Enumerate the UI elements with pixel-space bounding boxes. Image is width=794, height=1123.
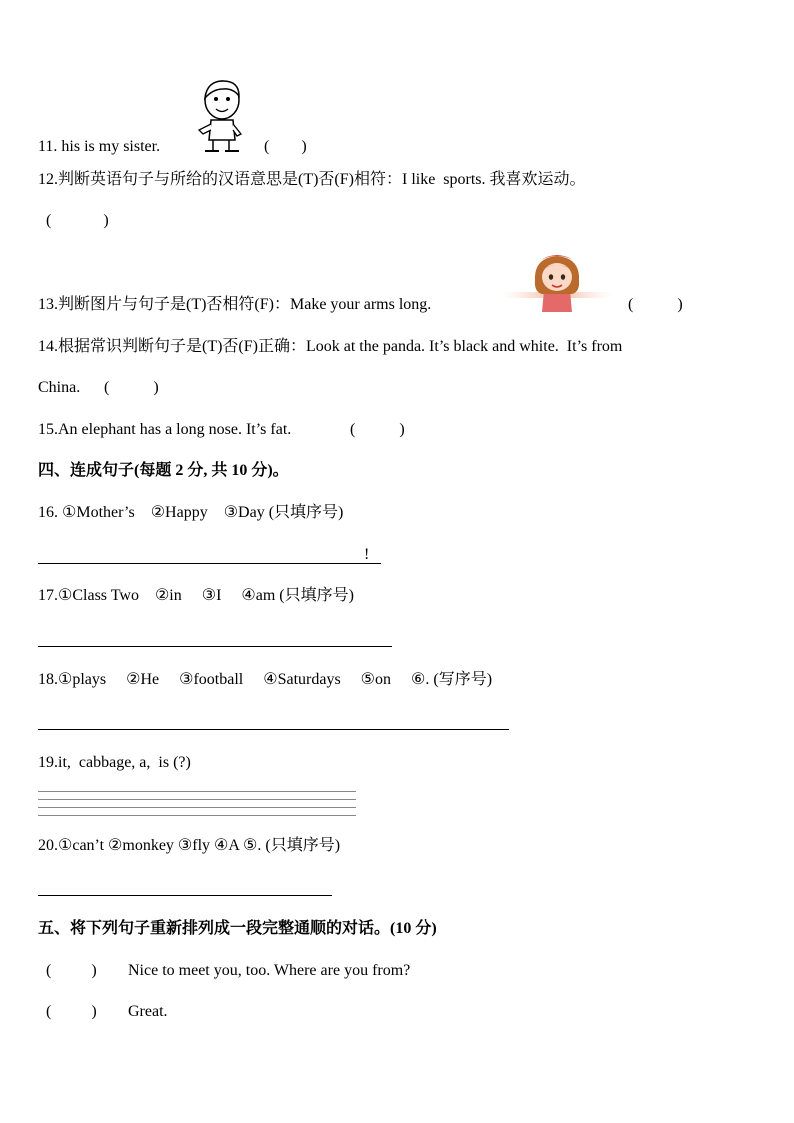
girl-cartoon-image xyxy=(498,250,616,312)
q17-answer-line[interactable] xyxy=(38,646,392,647)
q19-writing-line-1[interactable] xyxy=(38,791,356,792)
q14-text-line1: 14.根据常识判断句子是(T)否(F)正确：Look at the panda. It’s black and white. It’s from xyxy=(38,338,623,355)
q19-text: 19.it, cabbage, a, is (?) xyxy=(38,754,191,771)
q19-writing-line-3[interactable] xyxy=(38,807,356,808)
q19-writing-line-2[interactable] xyxy=(38,799,356,800)
q13-answer-paren[interactable]: ( ) xyxy=(628,296,683,313)
q16-text: 16. ①Mother’s ②Happy ③Day (只填序号) xyxy=(38,504,344,521)
q13-text: 13.判断图片与句子是(T)否相符(F)：Make your arms long. xyxy=(38,296,432,313)
q20-text: 20.①can’t ②monkey ③fly ④A ⑤. (只填序号) xyxy=(38,837,341,854)
q14-text-line2: China. xyxy=(38,379,81,396)
q19-writing-line-4[interactable] xyxy=(38,815,356,816)
q15-answer-paren[interactable]: ( ) xyxy=(350,421,405,438)
q17-text: 17.①Class Two ②in ③I ④am (只填序号) xyxy=(38,587,354,604)
q12-answer-paren[interactable]: ( ) xyxy=(46,212,109,229)
q20-answer-line[interactable] xyxy=(38,895,332,896)
dialog-2-text: Great. xyxy=(128,1003,168,1020)
q11-text: 11. his is my sister. xyxy=(38,138,161,155)
q16-end-mark: ! xyxy=(364,546,370,563)
q18-text: 18.①plays ②He ③football ④Saturdays ⑤on ⑥. (写序号) xyxy=(38,671,493,688)
dialog-2-paren[interactable]: ( ) xyxy=(46,1003,97,1020)
q16-answer-line[interactable] xyxy=(38,563,381,564)
q14-answer-paren[interactable]: ( ) xyxy=(104,379,159,396)
q15-text: 15.An elephant has a long nose. It’s fat. xyxy=(38,421,292,438)
q11-answer-paren[interactable]: ( ) xyxy=(264,138,307,155)
q18-answer-line[interactable] xyxy=(38,729,509,730)
q12-text: 12.判断英语句子与所给的汉语意思是(T)否(F)相符：I like sports. 我喜欢运动。 xyxy=(38,171,586,188)
section4-title: 四、连成句子(每题 2 分, 共 10 分)。 xyxy=(38,462,289,479)
boy-cartoon-image xyxy=(193,78,253,154)
dialog-1-paren[interactable]: ( ) xyxy=(46,962,97,979)
section5-title: 五、将下列句子重新排列成一段完整通顺的对话。(10 分) xyxy=(38,920,437,937)
dialog-1-text: Nice to meet you, too. Where are you from? xyxy=(128,962,411,979)
